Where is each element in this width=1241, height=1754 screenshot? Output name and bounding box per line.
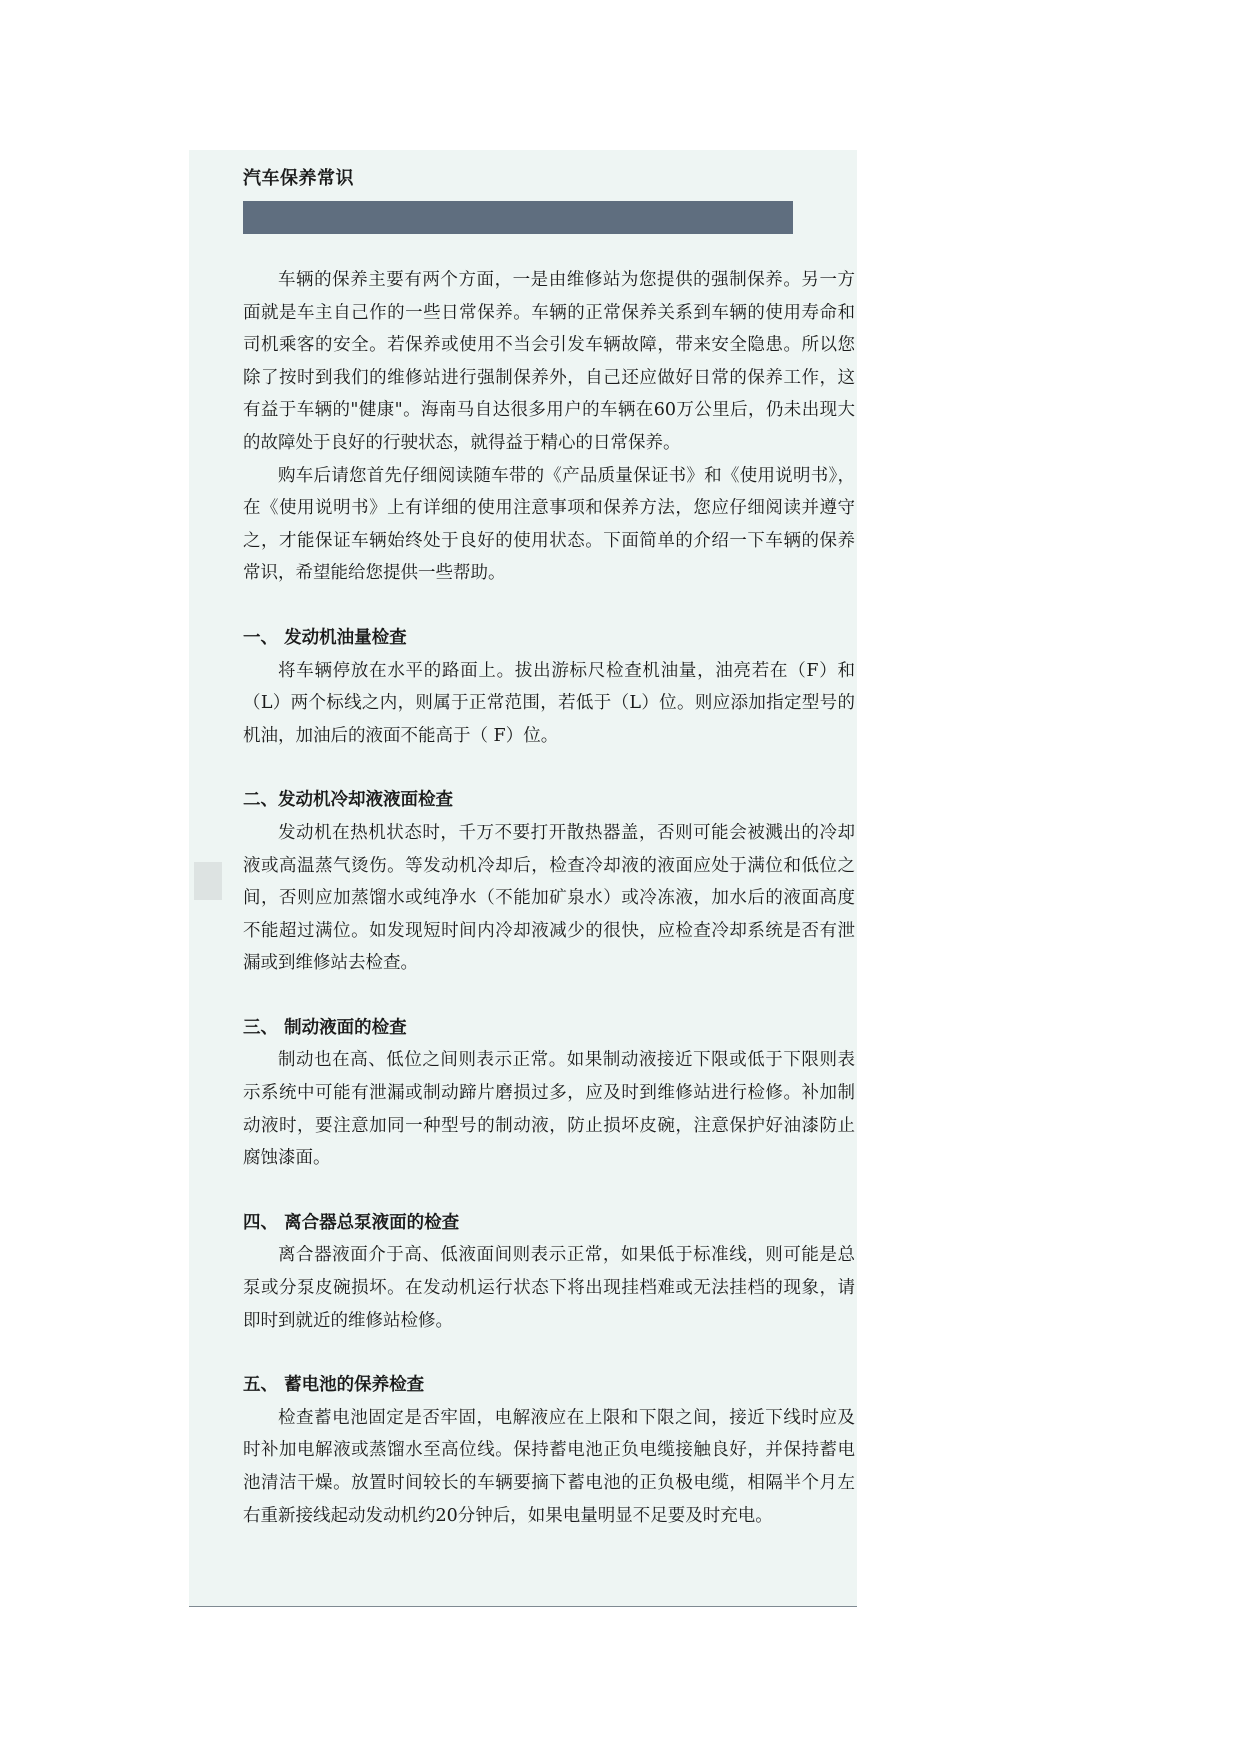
section-body-coolant: 发动机在热机状态时，千万不要打开散热器盖，否则可能会被溅出的冷却液或高温蒸气烫伤。等发动机冷却后，检查冷却液的液面应处于满位和低位之间，否则应加蒸馏水或纯净水（不能加矿泉水）或冷冻液，加水后的液面高度不能超过满位。如发现短时间内冷却液减少的很快，应检查冷却系统是否有泄漏或到维修站去检查。 [243,822,855,974]
title-bar [243,201,793,234]
article-body [243,264,855,1532]
section-heading-battery: 五、 蓄电池的保养检查 [243,1375,425,1396]
section-heading-coolant: 二、发动机冷却液液面检查 [243,790,453,811]
section-heading-brake-fluid: 三、 制动液面的检查 [243,1017,407,1038]
document-title: 汽车保养常识 [243,168,354,189]
section-heading-engine-oil: 一、 发动机油量检查 [243,627,407,648]
section-body-battery: 检查蓄电池固定是否牢固，电解液应在上限和下限之间，接近下线时应及时补加电解液或蒸馏水至高位线。保持蓄电池正负电缆接触良好，并保持蓄电池清洁干燥。放置时间较长的车辆要摘下蓄电池的正负极电缆，相隔半个月左右重新接线起动发动机约20分钟后，如果电量明显不足要及时充电。 [243,1407,855,1526]
section-heading-clutch-fluid: 四、 离合器总泵液面的检查 [243,1212,460,1233]
intro-paragraph: 车辆的保养主要有两个方面，一是由维修站为您提供的强制保养。另一方面就是车主自己作的一些日常保养。车辆的正常保养关系到车辆的使用寿命和司机乘客的安全。若保养或使用不当会引发车辆故障，带来安全隐患。所以您除了按时到我们的维修站进行强制保养外，自己还应做好日常的保养工作，这有益于车辆的"健康"。海南马自达很多用户的车辆在60万公里后，仍未出现大的故障处于良好的行驶状态，就得益于精心的日常保养。 [243,270,855,453]
section-body-engine-oil: 将车辆停放在水平的路面上。拔出游标尺检查机油量，油亮若在（F）和（L）两个标线之内，则属于正常范围，若低于（L）位。则应添加指定型号的机油，加油后的液面不能高于（ F）位。 [243,660,855,746]
intro-paragraph: 购车后请您首先仔细阅读随车带的《产品质量保证书》和《使用说明书》，在《使用说明书》上有详细的使用注意事项和保养方法，您应仔细阅读并遵守之，才能保证车辆始终处于良好的使用状态。下面简单的介绍一下车辆的保养常识，希望能给您提供一些帮助。 [243,465,855,584]
section-body-brake-fluid: 制动也在高、低位之间则表示正常。如果制动液接近下限或低于下限则表示系统中可能有泄漏或制动蹄片磨损过多，应及时到维修站进行检修。补加制动液时，要注意加同一种型号的制动液，防止损坏皮碗，注意保护好油漆防止腐蚀漆面。 [243,1050,855,1169]
section-body-clutch-fluid: 离合器液面介于高、低液面间则表示正常，如果低于标准线，则可能是总泵或分泵皮碗损坏。在发动机运行状态下将出现挂档难或无法挂档的现象，请即时到就近的维修站检修。 [243,1245,855,1331]
side-marker [194,862,222,900]
